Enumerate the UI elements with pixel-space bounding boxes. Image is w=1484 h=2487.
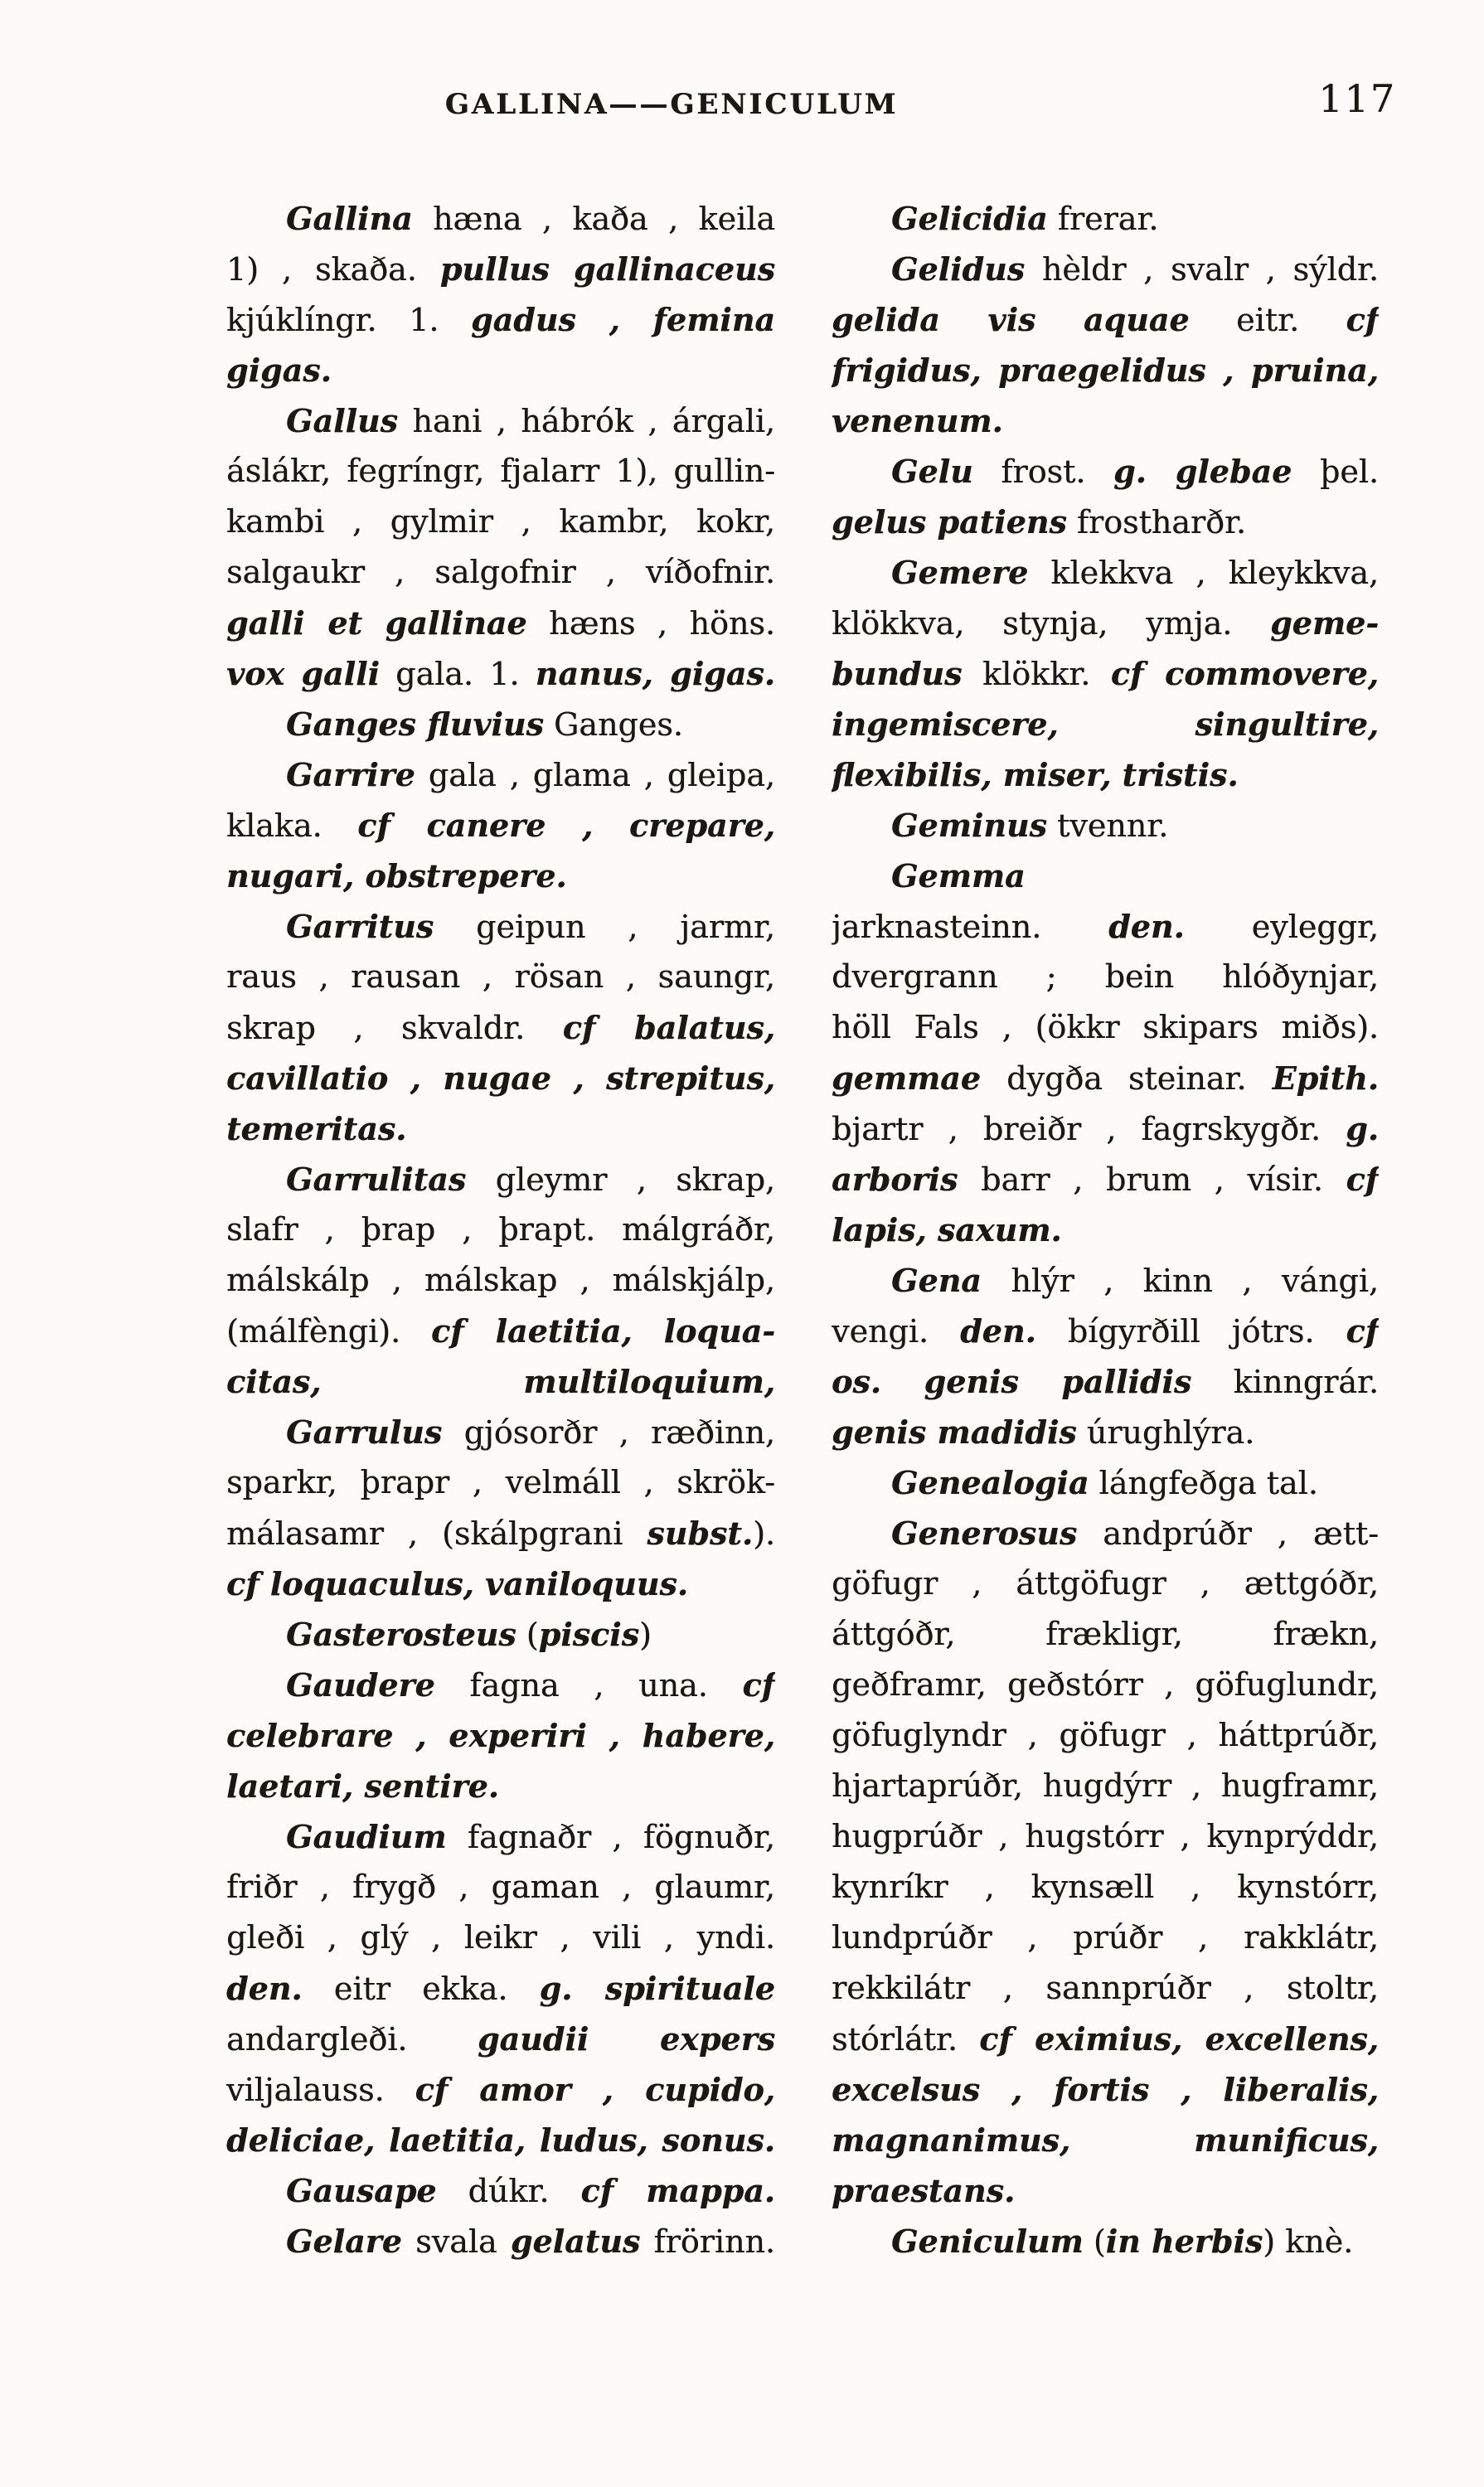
text-line [832, 1559, 1379, 1609]
latin-text: Gausape [286, 2172, 437, 2209]
latin-text: geme- [1270, 604, 1379, 642]
icelandic-text: málskálp , málskap , málskjálp, [226, 1262, 775, 1298]
latin-text: laetari, sentire. [226, 1767, 499, 1805]
text-line [832, 244, 1379, 294]
text-line [226, 1002, 775, 1053]
icelandic-text: ( [516, 1617, 539, 1653]
text-line [832, 1963, 1379, 2014]
latin-text: gadus , femina [471, 301, 775, 338]
text-line [226, 1963, 775, 2014]
text-line [832, 497, 1379, 547]
text-line [832, 1356, 1379, 1407]
text-line [226, 244, 775, 294]
text-line [832, 1407, 1379, 1457]
latin-text: cf commovere, [1110, 655, 1379, 692]
latin-text: Ganges fluvius [286, 705, 544, 743]
latin-text: gemmae [832, 1059, 981, 1097]
text-line [226, 1306, 775, 1356]
text-line [226, 1457, 775, 1508]
icelandic-text: eyleggr, [1184, 909, 1379, 945]
icelandic-text: jarknasteinn. [832, 909, 1109, 945]
text-line [226, 648, 775, 699]
icelandic-text: dúkr. [436, 2173, 581, 2209]
icelandic-text: höll Fals , (ökkr skipars miðs). [832, 1009, 1379, 1045]
text-line [832, 193, 1379, 244]
latin-text: excelsus , fortis , liberalis, [832, 2071, 1379, 2108]
text-line [832, 1053, 1379, 1103]
icelandic-text: skrap , skvaldr. [226, 1010, 563, 1046]
icelandic-text: eitr. [1189, 302, 1346, 338]
text-line [226, 1356, 775, 1407]
icelandic-text: andargleði. [226, 2021, 478, 2058]
latin-text: den. [226, 1970, 303, 2007]
icelandic-text: frerar. [1047, 201, 1159, 237]
latin-text: praestans. [832, 2172, 1016, 2209]
text-line [226, 1913, 775, 1963]
column-right [832, 193, 1379, 2266]
icelandic-text: fagna , una. [434, 1667, 743, 1704]
text-line [832, 1457, 1379, 1508]
text-line [226, 699, 775, 749]
text-line [832, 800, 1379, 851]
icelandic-text: áttgóðr, frækligr, frækn, [832, 1616, 1379, 1652]
latin-text: bundus [832, 655, 963, 692]
text-line [832, 294, 1379, 345]
latin-text: cf canere , crepare, [357, 807, 775, 844]
latin-text: galli et gallinae [226, 604, 527, 642]
latin-text: Garrulitas [286, 1161, 467, 1198]
latin-text: Gallina [286, 200, 413, 237]
icelandic-text: hèldr , svalr , sýldr. [1025, 251, 1379, 288]
icelandic-text: bjartr , breiðr , fagrskygðr. [832, 1111, 1346, 1147]
latin-text: temeritas. [226, 1110, 407, 1147]
text-line [226, 1154, 775, 1205]
text-line [832, 1811, 1379, 1862]
latin-text: arboris [832, 1161, 958, 1198]
latin-text: gaudii expers [477, 2020, 775, 2058]
latin-text: Gallus [286, 402, 398, 439]
icelandic-text: ) [639, 1617, 652, 1653]
text-line [226, 851, 775, 901]
icelandic-text: ( [1083, 2223, 1106, 2260]
text-line [226, 2165, 775, 2216]
latin-text: cf [1346, 301, 1379, 338]
icelandic-text: kjúklíngr. 1. [226, 302, 471, 338]
text-line [226, 800, 775, 851]
latin-text: venenum. [832, 402, 1003, 439]
icelandic-text: klaka. [226, 807, 358, 844]
running-title: GALLINA——GENICULUM [444, 88, 899, 121]
latin-text: cf eximius, excellens, [979, 2020, 1379, 2058]
text-line [832, 1710, 1379, 1761]
text-line [226, 497, 775, 547]
icelandic-text: (málfèngi). [226, 1313, 431, 1350]
icelandic-text: kynríkr , kynsæll , kynstórr, [832, 1869, 1379, 1905]
latin-text: gelatus [510, 2223, 641, 2260]
text-line [832, 598, 1379, 648]
icelandic-text: bígyrðill jótrs. [1035, 1313, 1346, 1350]
latin-text: cf balatus, [562, 1009, 775, 1046]
text-line [832, 1205, 1379, 1255]
icelandic-text: raus , rausan , rösan , saungr, [226, 958, 775, 995]
icelandic-text: göfugr , áttgöfugr , ættgóðr, [832, 1565, 1379, 1602]
latin-text: Garritus [286, 908, 434, 945]
text-line [832, 345, 1379, 395]
text-line [832, 1660, 1379, 1710]
text-line [832, 699, 1379, 749]
text-line [226, 345, 775, 395]
icelandic-text: gjósorðr , ræðinn, [442, 1414, 775, 1451]
latin-text: deliciae, laetitia, ludus, sonus. [226, 2121, 775, 2159]
icelandic-text: rekkilátr , sannprúðr , stoltr, [832, 1970, 1379, 2006]
latin-text: Genealogia [891, 1464, 1089, 1501]
icelandic-text: dvergrann ; bein hlóðynjar, [832, 958, 1379, 995]
text-line [832, 2064, 1379, 2115]
text-line [226, 446, 775, 497]
icelandic-text: frörinn. [640, 2223, 775, 2260]
latin-text: cf laetitia, loqua- [430, 1312, 775, 1350]
icelandic-text: hæna , kaða , keila [412, 201, 775, 237]
latin-text: gelus patiens [832, 503, 1067, 541]
text-line [226, 1609, 775, 1660]
icelandic-text: dygða steinar. [980, 1060, 1273, 1097]
text-line [226, 2115, 775, 2165]
icelandic-text: svala [401, 2223, 511, 2260]
latin-text: frigidus, praegelidus , pruina, [832, 351, 1379, 389]
icelandic-text: göfuglyndr , göfugr , háttprúðr, [832, 1717, 1379, 1753]
icelandic-text: Ganges. [543, 706, 683, 743]
icelandic-text: lundprúðr , prúðr , rakklátr, [832, 1919, 1379, 1956]
icelandic-text: klökkr. [962, 656, 1111, 692]
latin-text: Gelicidia [891, 200, 1048, 237]
latin-text: ingemiscere, singultire, [832, 705, 1379, 743]
icelandic-text: friðr , frygð , gaman , glaumr, [226, 1869, 775, 1905]
icelandic-text: hlýr , kinn , vángi, [981, 1263, 1379, 1299]
text-line [832, 901, 1379, 952]
icelandic-text: kinngrár. [1191, 1364, 1379, 1400]
latin-text: gelida vis aquae [832, 301, 1190, 338]
icelandic-text: gleymr , skrap, [466, 1161, 775, 1198]
latin-text: flexibilis, miser, tristis. [832, 756, 1239, 793]
icelandic-text: vengi. [832, 1313, 961, 1350]
text-line [226, 395, 775, 446]
latin-text: cavillatio , nugae , strepitus, [226, 1059, 775, 1097]
latin-text: magnanimus, munificus, [832, 2121, 1379, 2159]
icelandic-text: þel. [1292, 453, 1379, 490]
text-line [832, 2165, 1379, 2216]
icelandic-text: tvennr. [1046, 807, 1169, 844]
text-line [226, 1761, 775, 1811]
latin-text: Geniculum [891, 2223, 1084, 2260]
text-line [226, 1508, 775, 1559]
text-line [832, 395, 1379, 446]
text-line [226, 952, 775, 1002]
icelandic-text: fagnaðr , fögnuðr, [446, 1819, 775, 1855]
latin-text: Epith. [1272, 1059, 1379, 1097]
page-number: 117 [1318, 76, 1396, 121]
icelandic-text: viljalauss. [226, 2072, 415, 2108]
icelandic-text: stórlátr. [832, 2021, 980, 2058]
latin-text: nugari, obstrepere. [226, 857, 567, 894]
text-line [226, 1103, 775, 1154]
icelandic-text: geipun , jarmr, [434, 909, 775, 945]
latin-text: Gemere [891, 554, 1029, 591]
text-line [226, 1205, 775, 1255]
icelandic-text: sparkr, þrapr , velmáll , skrök- [226, 1464, 775, 1500]
latin-text: den. [960, 1312, 1036, 1350]
text-line [832, 851, 1379, 901]
text-line [832, 547, 1379, 598]
icelandic-text: klökkva, stynja, ymja. [832, 605, 1271, 642]
text-line [226, 1255, 775, 1306]
text-line [226, 1053, 775, 1103]
latin-text: vox galli [226, 655, 380, 692]
icelandic-text: klekkva , kleykkva, [1028, 555, 1379, 591]
latin-text: pullus gallinaceus [439, 250, 775, 288]
text-line [832, 1609, 1379, 1660]
text-line [226, 1407, 775, 1457]
icelandic-text: frost. [972, 453, 1114, 490]
icelandic-text: ) knè. [1263, 2223, 1354, 2260]
latin-text: g. [1346, 1110, 1379, 1147]
latin-text: cf mappa. [580, 2172, 775, 2209]
text-line [226, 1811, 775, 1862]
latin-text: Gelidus [891, 250, 1026, 288]
latin-text: nanus, gigas. [535, 655, 775, 692]
text-line [832, 1761, 1379, 1811]
text-line [832, 1913, 1379, 1963]
icelandic-text: málasamr , (skálpgrani [226, 1515, 647, 1552]
text-line [226, 1559, 775, 1609]
latin-text: in herbis [1105, 2223, 1263, 2260]
text-line [226, 901, 775, 952]
latin-text: cf [1346, 1312, 1379, 1350]
icelandic-text: gala. 1. [379, 656, 536, 692]
icelandic-text: úrughlýra. [1076, 1414, 1255, 1451]
text-line [832, 952, 1379, 1002]
latin-text: os. genis pallidis [832, 1363, 1192, 1400]
text-line [226, 749, 775, 800]
icelandic-text: gleði , glý , leikr , vili , yndi. [226, 1919, 775, 1956]
column-left [226, 193, 775, 2266]
text-line [832, 648, 1379, 699]
latin-text: cf [1346, 1161, 1379, 1198]
icelandic-text: ). [753, 1515, 775, 1552]
latin-text: Gelare [286, 2223, 402, 2260]
latin-text: citas, multiloquium, [226, 1363, 775, 1400]
text-line [226, 2014, 775, 2064]
latin-text: genis madidis [832, 1413, 1077, 1451]
text-line [832, 1508, 1379, 1559]
text-line [832, 1154, 1379, 1205]
latin-text: celebrare , experiri , habere, [226, 1717, 775, 1754]
text-line [226, 1862, 775, 1913]
text-line [832, 2115, 1379, 2165]
icelandic-text: lángfeðga tal. [1089, 1465, 1318, 1501]
latin-text: g. spirituale [539, 1970, 775, 2007]
text-line [226, 294, 775, 345]
text-line [832, 749, 1379, 800]
text-line [226, 193, 775, 244]
text-line [226, 2216, 775, 2266]
icelandic-text: geðframr, geðstórr , göfuglundr, [832, 1666, 1379, 1703]
icelandic-text: hani , hábrók , árgali, [397, 403, 775, 439]
latin-text: g. glebae [1113, 453, 1292, 490]
text-line [226, 547, 775, 598]
text-line [832, 2216, 1379, 2266]
latin-text: Generosus [891, 1515, 1078, 1552]
latin-text: cf amor , cupido, [415, 2071, 775, 2108]
latin-text: cf [742, 1666, 775, 1704]
latin-text: piscis [538, 1616, 639, 1653]
latin-text: Gena [891, 1262, 982, 1299]
icelandic-text: salgaukr , salgofnir , víðofnir. [226, 554, 775, 590]
icelandic-text: andprúðr , ætt- [1077, 1515, 1379, 1552]
text-line [832, 1103, 1379, 1154]
latin-text: den. [1108, 908, 1185, 945]
latin-text: gigas. [226, 351, 332, 389]
latin-text: Gelu [891, 453, 973, 490]
text-line [832, 446, 1379, 497]
latin-text: Garrulus [286, 1413, 443, 1451]
latin-text: lapis, saxum. [832, 1211, 1062, 1248]
icelandic-text: 1) , skaða. [226, 251, 440, 288]
text-line [832, 1002, 1379, 1053]
icelandic-text: hjartaprúðr, hugdýrr , hugframr, [832, 1767, 1379, 1804]
icelandic-text: frostharðr. [1066, 504, 1247, 541]
latin-text: Gaudere [286, 1666, 435, 1704]
latin-text: Gasterosteus [286, 1616, 516, 1653]
text-line [226, 1710, 775, 1761]
text-line [226, 598, 775, 648]
text-line [832, 1255, 1379, 1306]
text-line [832, 1306, 1379, 1356]
icelandic-text: eitr ekka. [302, 1971, 540, 2007]
text-line [226, 1660, 775, 1710]
icelandic-text: gala , glama , gleipa, [415, 757, 775, 793]
icelandic-text: kambi , gylmir , kambr, kokr, [226, 503, 775, 540]
icelandic-text: slafr , þrap , þrapt. málgráðr, [226, 1211, 775, 1248]
text-line [832, 2014, 1379, 2064]
latin-text: Gemma [891, 857, 1026, 894]
latin-text: cf loquaculus, vaniloquus. [226, 1565, 688, 1602]
icelandic-text: barr , brum , vísir. [958, 1161, 1346, 1198]
icelandic-text: hæns , höns. [526, 605, 775, 642]
icelandic-text: áslákr, fegríngr, fjalarr 1), gullin- [226, 453, 775, 489]
latin-text: Gaudium [286, 1818, 447, 1855]
text-line [226, 2064, 775, 2115]
latin-text: Garrire [286, 756, 415, 793]
latin-text: Geminus [891, 807, 1047, 844]
icelandic-text: hugprúðr , hugstórr , kynprýddr, [832, 1818, 1379, 1854]
latin-text: subst. [647, 1515, 754, 1552]
text-line [832, 1862, 1379, 1913]
